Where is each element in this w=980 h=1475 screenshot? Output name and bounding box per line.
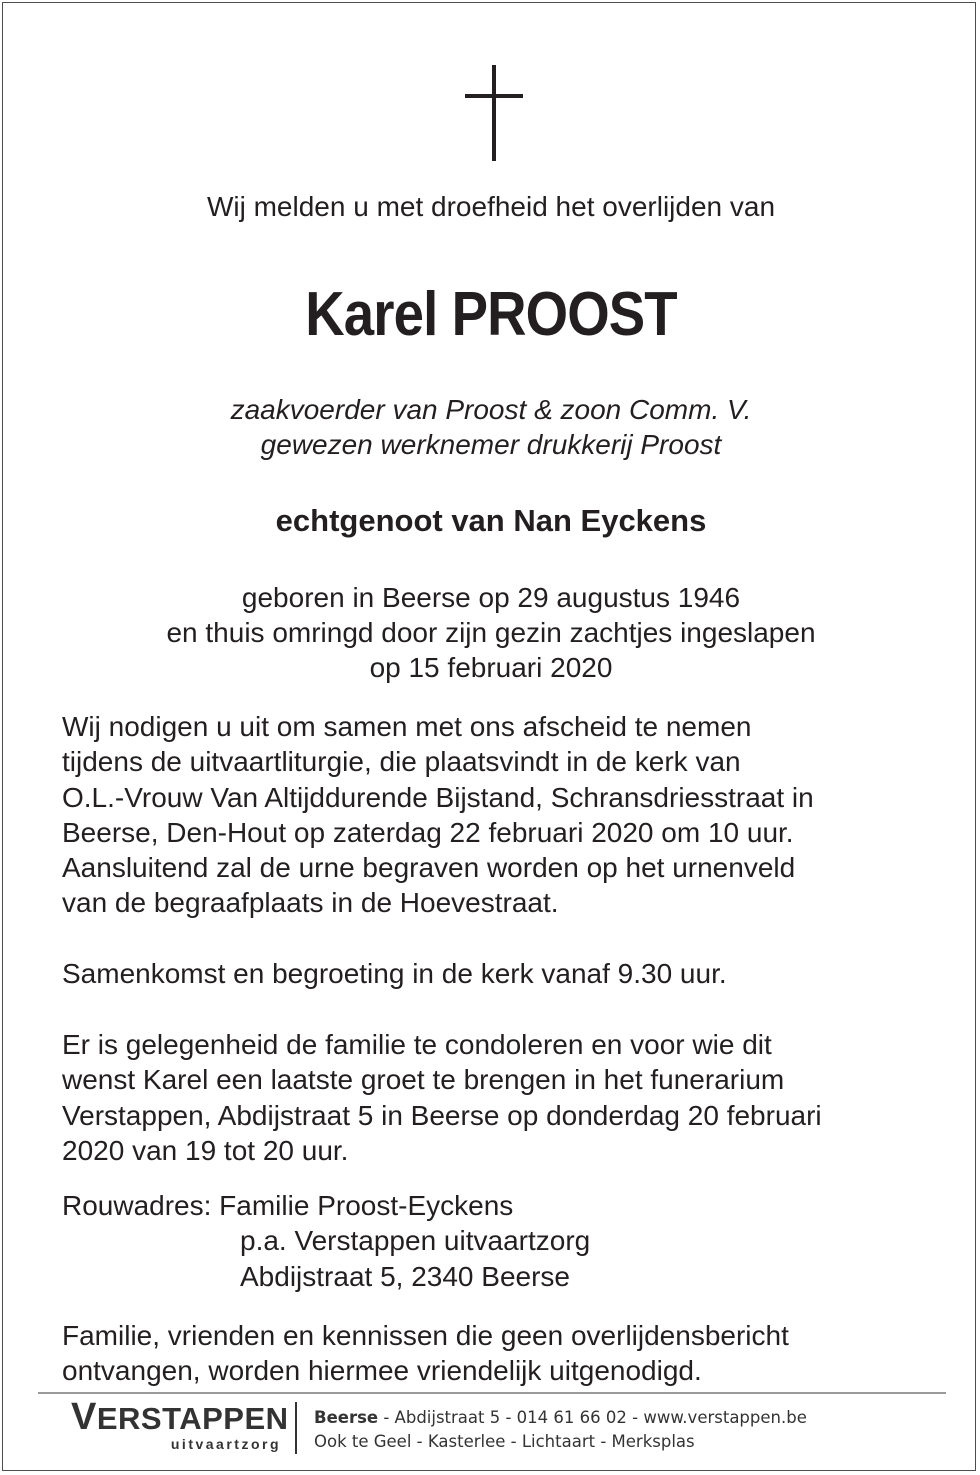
logo-initial: V <box>71 1396 97 1438</box>
town-name: Beerse <box>314 1408 379 1427</box>
paragraph-line: Verstappen, Abdijstraat 5 in Beerse op donderdag 20 februari <box>62 1099 822 1131</box>
footer-divider <box>38 1392 946 1394</box>
intro-text: Wij melden u met droefheid het overlijden van <box>206 191 776 222</box>
logo-subtitle: uitvaartzorg <box>170 1436 281 1452</box>
role-line: gewezen werknemer drukkerij Proost <box>260 429 722 460</box>
address-line: p.a. Verstappen uitvaartzorg <box>240 1225 591 1257</box>
footer-separator <box>295 1402 297 1454</box>
death-notice <box>2 2 976 1471</box>
paragraph-line: Aansluitend zal de urne begraven worden op het urnenveld <box>62 852 796 884</box>
contact-details: - Abdijstraat 5 - 014 61 66 02 - www.verstappen.be <box>378 1408 807 1427</box>
footer-contact <box>314 1406 807 1454</box>
date-line: en thuis omringd door zijn gezin zachtjes ingeslapen <box>166 617 816 648</box>
closing-paragraph <box>62 1318 942 1389</box>
paragraph-line: Familie, vrienden en kennissen die geen overlijdensbericht <box>62 1320 789 1351</box>
cross-icon <box>465 65 523 161</box>
address-line: Abdijstraat 5, 2340 Beerse <box>240 1260 570 1292</box>
paragraph-line: wenst Karel een laatste groet te brengen in het funerarium <box>62 1064 785 1096</box>
spouse-line: echtgenoot van Nan Eyckens <box>275 503 707 538</box>
contact-line <box>314 1406 807 1430</box>
funeral-paragraph <box>62 709 942 921</box>
mourning-address <box>62 1188 942 1294</box>
paragraph-line: Er is gelegenheid de familie te condoleren en voor wie dit <box>62 1029 772 1060</box>
gathering-paragraph: Samenkomst en begroeting in de kerk vanaf 9.30 uur. <box>62 958 727 989</box>
deceased-name: Karel PROOST <box>305 280 677 349</box>
branches-line: Ook te Geel - Kasterlee - Lichtaart - Merksplas <box>314 1432 695 1451</box>
paragraph-line: tijdens de uitvaartliturgie, die plaatsvindt in de kerk van <box>62 746 741 778</box>
paragraph-line: ontvangen, worden hiermee vriendelijk uitgenodigd. <box>62 1355 702 1387</box>
paragraph-line: Wij nodigen u uit om samen met ons afscheid te nemen <box>62 711 752 742</box>
paragraph-line: van de begraafplaats in de Hoevestraat. <box>62 887 559 919</box>
address-line: Rouwadres: Familie Proost-Eyckens <box>62 1190 514 1221</box>
verstappen-logo <box>71 1396 289 1452</box>
logo-wordmark <box>71 1396 289 1438</box>
dates <box>3 580 979 685</box>
date-line: geboren in Beerse op 29 augustus 1946 <box>241 582 741 613</box>
date-line: op 15 februari 2020 <box>369 652 613 683</box>
paragraph-line: Beerse, Den-Hout op zaterdag 22 februari 2020 om 10 uur. <box>62 816 794 848</box>
role-line: zaakvoerder van Proost & zoon Comm. V. <box>230 394 752 425</box>
logo-rest: ERSTAPPEN <box>96 1401 289 1436</box>
roles <box>3 392 979 462</box>
paragraph-line: 2020 van 19 tot 20 uur. <box>62 1134 349 1166</box>
paragraph-line: O.L.-Vrouw Van Altijddurende Bijstand, Schransdriesstraat in <box>62 781 814 813</box>
condolence-paragraph <box>62 1027 942 1168</box>
